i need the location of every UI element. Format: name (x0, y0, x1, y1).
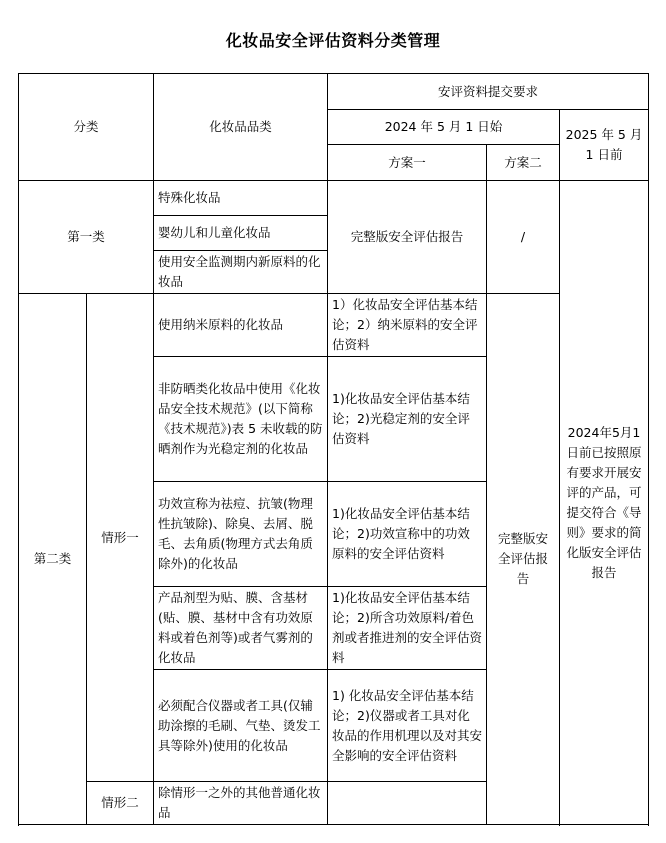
header-requirements: 安评资料提交要求 (328, 74, 649, 110)
header-category: 分类 (19, 74, 154, 181)
class-one-product: 使用安全监测期内新原料的化妆品 (154, 251, 328, 294)
situation-one-plan-one: 1)化妆品安全评估基本结论；2)光稳定剂的安全评估资料 (328, 357, 487, 482)
situation-one-plan-one: 1)化妆品安全评估基本结论；2)所含功效原料/着色剂或者推进剂的安全评估资料 (328, 587, 487, 670)
situation-two-product: 除情形一之外的其他普通化妆品 (154, 782, 328, 825)
header-plan-two: 方案二 (487, 145, 560, 181)
header-before-2025: 2025 年 5 月 1 日前 (560, 110, 649, 181)
class-one-plan-two: / (487, 181, 560, 294)
class-one-product: 特殊化妆品 (154, 181, 328, 216)
header-plan-one: 方案一 (328, 145, 487, 181)
situation-one-label: 情形一 (87, 294, 154, 782)
situation-one-plan-one: 1）化妆品安全评估基本结论；2）纳米原料的安全评估资料 (328, 294, 487, 357)
class-two-label: 第二类 (19, 294, 87, 825)
situation-one-product: 必须配合仪器或者工具(仅辅助涂擦的毛刷、气垫、烫发工具等除外)使用的化妆品 (154, 670, 328, 782)
situation-one-product: 功效宣称为祛痘、抗皱(物理性抗皱除)、除臭、去屑、脱毛、去角质(物理方式去角质除外)的化妆品 (154, 482, 328, 587)
before-2025-note: 2024年5月1日前已按照原有要求开展安评的产品，可提交符合《导则》要求的简化版安全评估报告 (560, 181, 649, 825)
header-product-type: 化妆品品类 (154, 74, 328, 181)
page-title: 化妆品安全评估资料分类管理 (225, 31, 441, 50)
situation-one-product: 产品剂型为贴、膜、含基材(贴、膜、基材中含有功效原料或着色剂等)或者气雾剂的化妆品 (154, 587, 328, 670)
class-one-product: 婴幼儿和儿童化妆品 (154, 216, 328, 251)
class-one-plan-one: 完整版安全评估报告 (328, 181, 487, 294)
class-two-plan-two: 完整版安全评估报告 (487, 294, 560, 825)
header-from-2024: 2024 年 5 月 1 日始 (328, 110, 560, 145)
situation-one-product: 使用纳米原料的化妆品 (154, 294, 328, 357)
class-one-label: 第一类 (19, 181, 154, 294)
situation-two-plan-one (328, 782, 487, 825)
situation-one-product: 非防晒类化妆品中使用《化妆品安全技术规范》(以下简称《技术规范》)表 5 未收载的防晒剂作为光稳定剂的化妆品 (154, 357, 328, 482)
situation-one-plan-one: 1) 化妆品安全评估基本结论；2)仪器或者工具对化妆品的作用机理以及对其安全影响的安全评估资料 (328, 670, 487, 782)
situation-two-label: 情形二 (87, 782, 154, 825)
situation-one-plan-one: 1)化妆品安全评估基本结论；2)功效宣称中的功效原料的安全评估资料 (328, 482, 487, 587)
classification-table (18, 73, 649, 825)
